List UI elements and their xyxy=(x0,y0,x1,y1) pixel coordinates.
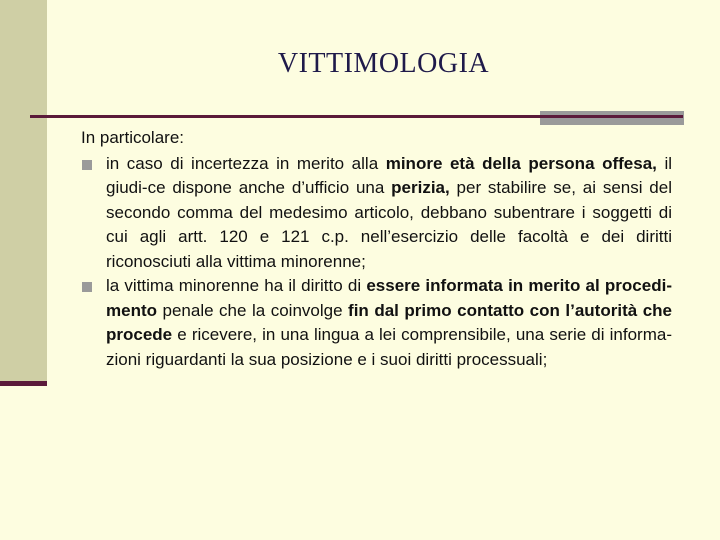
text-segment: in caso di incertezza in merito alla xyxy=(106,153,386,173)
bullet-list xyxy=(81,152,672,373)
text-segment: il giudi-ce dispone anche d’ufficio una xyxy=(106,153,673,197)
square-bullet-icon xyxy=(82,160,92,170)
bullet-item xyxy=(81,274,672,372)
bold-segment: essere informata in merito al procedi-mento xyxy=(106,276,672,320)
bold-segment: fin dal primo contatto con l’autorità che procede xyxy=(106,300,672,344)
left-accent-bar xyxy=(0,381,47,386)
title-rule xyxy=(30,115,683,118)
bold-segment: minore età della persona offesa, xyxy=(385,153,657,173)
bullet-text xyxy=(106,276,672,369)
text-segment: e ricevere, in una lingua a lei comprensibile, una serie di informa-zioni riguardanti la sua posizione e i suoi diritti processuali; xyxy=(106,325,672,369)
text-segment: per stabilire se, ai sensi del secondo comma del medesimo articolo, debbano subentrare i soggetti di cui agli artt. 120 e 121 c.p. nell’esercizio delle facoltà e dei diritti riconosciuti alla vittima minorenne; xyxy=(106,178,672,271)
slide-title: VITTIMOLOGIA xyxy=(277,48,490,79)
text-segment: penale che la coinvolge xyxy=(157,300,349,320)
intro-text: In particolare: xyxy=(81,128,184,147)
bold-segment: perizia, xyxy=(391,178,450,197)
square-bullet-icon xyxy=(82,282,92,292)
title-rule-shadow xyxy=(540,111,684,125)
text-segment: la vittima minorenne ha il diritto di xyxy=(106,276,367,295)
slide-body xyxy=(81,126,672,372)
left-decorative-band xyxy=(0,0,47,385)
bullet-text xyxy=(106,154,672,271)
bullet-item xyxy=(81,152,672,275)
